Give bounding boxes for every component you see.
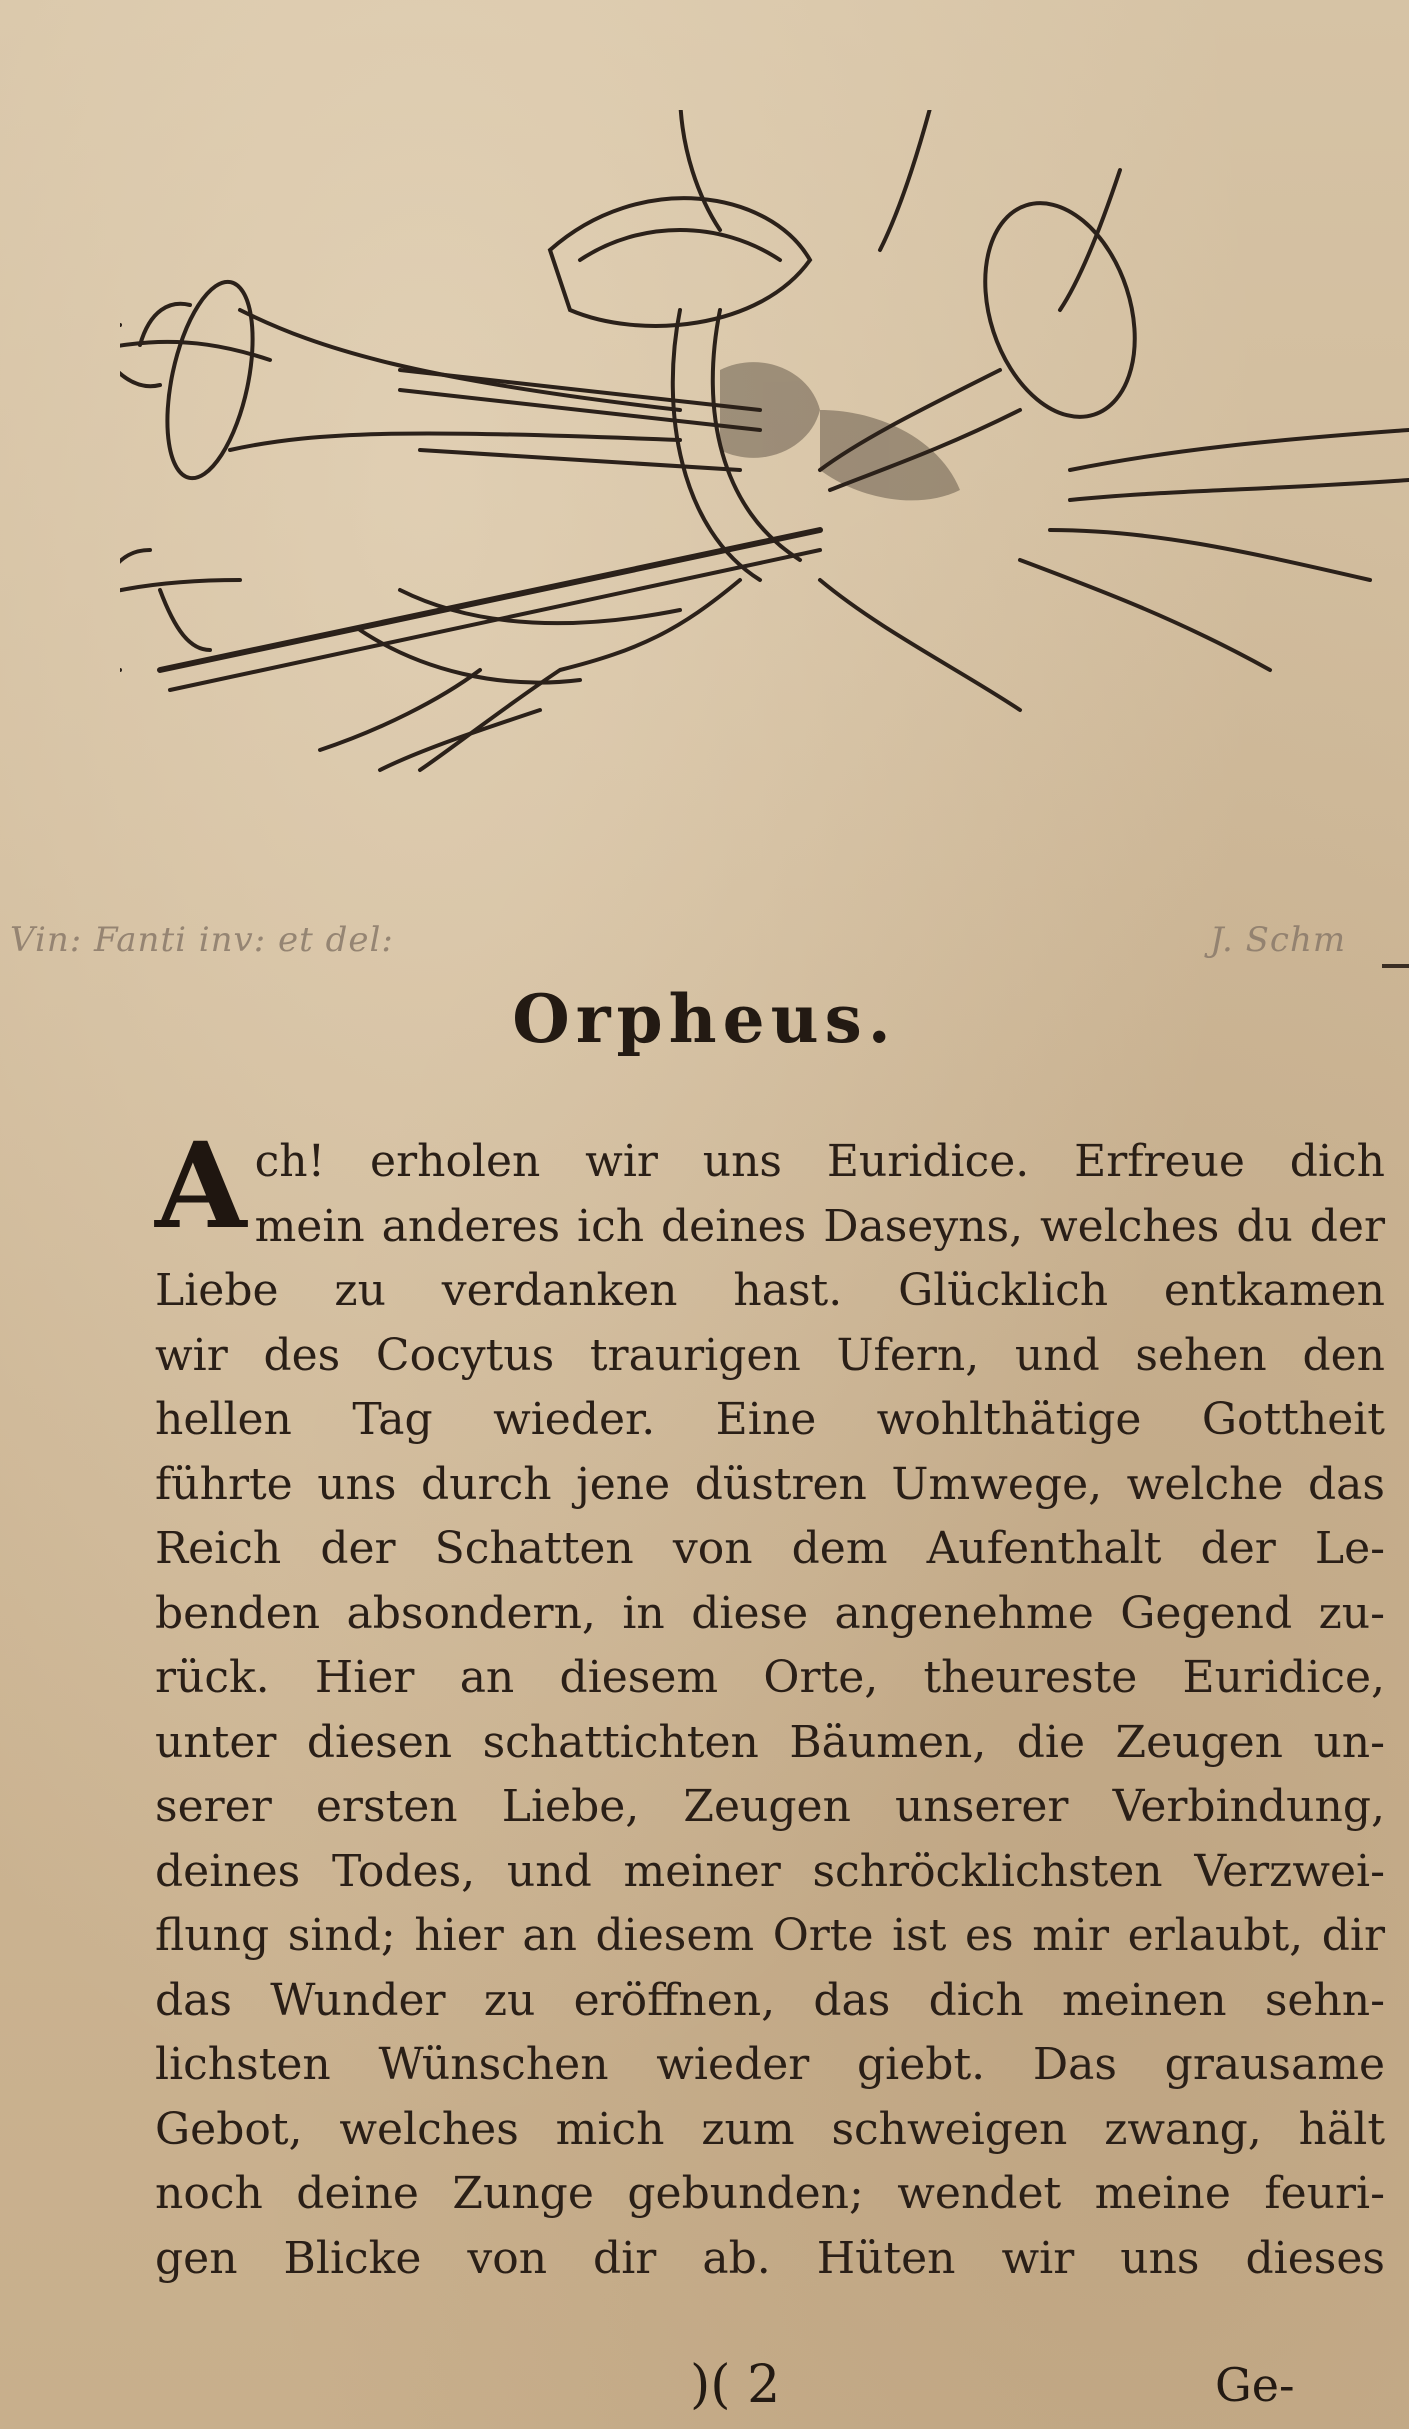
- signature-mark: )( 2: [690, 2355, 781, 2415]
- text-line: gen Blicke von dir ab. Hüten wir uns dieses: [155, 2232, 1385, 2284]
- catchword: Ge-: [1215, 2358, 1295, 2412]
- text-line: noch deine Zunge gebunden; wendet meine feuri-: [155, 2168, 1385, 2219]
- drop-cap: A: [155, 1116, 247, 1255]
- text-line: das Wunder zu eröffnen, das dich meinen sehn-: [155, 1974, 1385, 2026]
- text-line: deines Todes, und meiner schröcklichsten Verzwei-: [155, 1845, 1385, 1897]
- text-line: Gebot, welches mich zum schweigen zwang, hält: [155, 2103, 1385, 2155]
- body-text: [155, 1116, 1385, 2291]
- text-line: serer ersten Liebe, Zeugen unserer Verbindung,: [155, 1781, 1385, 1832]
- text-line: führte uns durch jene düstren Umwege, welche das: [155, 1458, 1385, 1510]
- text-line: ch! erholen wir uns Euridice. Erfreue dich: [254, 1136, 1385, 1187]
- text-line: flung sind; hier an diesem Orte ist es mir erlaubt, dir: [155, 1910, 1385, 1961]
- text-line: benden absondern, in diese angenehme Gegend zu-: [155, 1587, 1385, 1639]
- engraver-credit-right: J. Schm: [1210, 920, 1347, 960]
- text-line: Liebe zu verdanken hast. Glücklich entkamen: [155, 1265, 1385, 1316]
- text-line: Reich der Schatten von dem Aufenthalt der Le-: [155, 1523, 1385, 1574]
- text-line: rück. Hier an diesem Orte, theureste Euridice,: [155, 1652, 1385, 1703]
- text-line: mein anderes ich deines Daseyns, welches du der: [254, 1200, 1385, 1252]
- text-line: unter diesen schattichten Bäumen, die Zeugen un-: [155, 1716, 1385, 1768]
- edge-rule: [1382, 964, 1409, 968]
- text-line: wir des Cocytus traurigen Ufern, und sehen den: [155, 1329, 1385, 1381]
- page-title: Orpheus.: [512, 980, 897, 1058]
- text-line: hellen Tag wieder. Eine wohlthätige Gottheit: [155, 1394, 1385, 1445]
- engraver-credit-left: Vin: Fanti inv: et del:: [10, 920, 394, 960]
- trophy-vignette-illustration: [120, 110, 1409, 930]
- text-line: lichsten Wünschen wieder giebt. Das grausame: [155, 2039, 1385, 2090]
